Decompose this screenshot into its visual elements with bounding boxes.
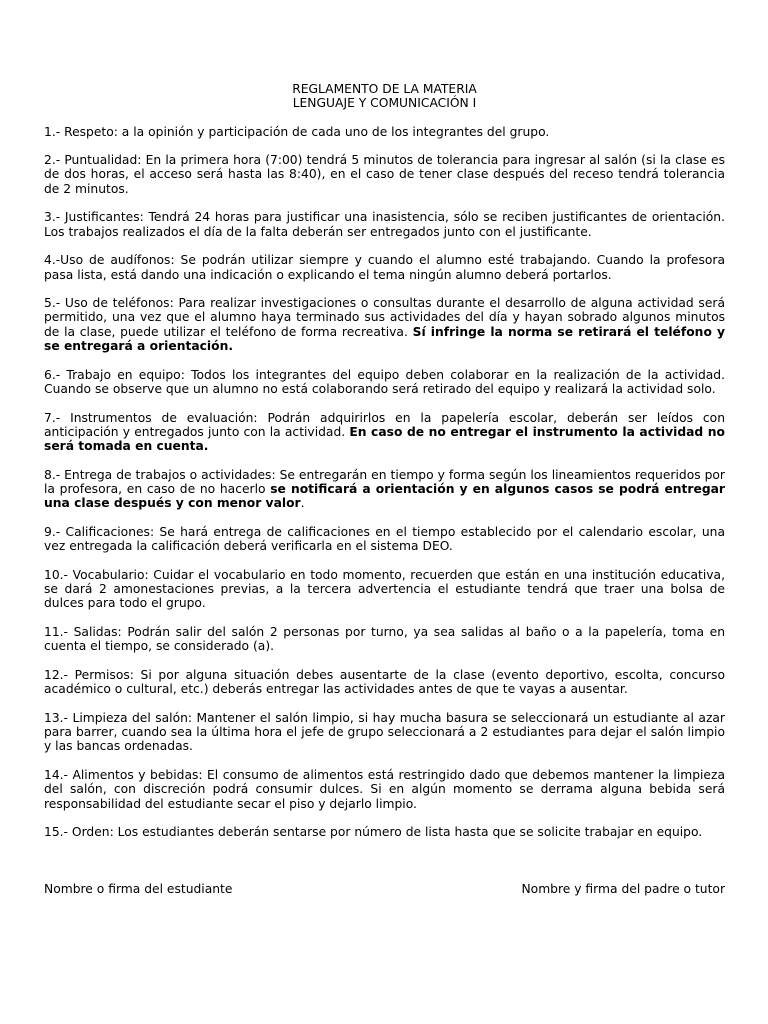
rule-text: 3.- Justificantes: Tendrá 24 horas para justificar una inasistencia, sólo se reciben justificantes de orientación. Los trabajos realizados el día de la falta deberán ser entregados junto con el justificante. xyxy=(44,210,725,239)
rule-paragraph xyxy=(44,253,725,282)
rules-list xyxy=(44,125,725,840)
title-line-2: LENGUAJE Y COMUNICACIÓN I xyxy=(292,96,477,111)
rule-paragraph xyxy=(44,210,725,239)
rule-paragraph xyxy=(44,825,725,839)
rule-paragraph xyxy=(44,296,725,353)
rule-paragraph xyxy=(44,668,725,697)
rule-paragraph xyxy=(44,711,725,754)
rule-paragraph xyxy=(44,525,725,554)
document-title xyxy=(44,82,725,111)
rule-text: 14.- Alimentos y bebidas: El consumo de alimentos está restringido dado que debemos mantener la limpieza del salón, con discreción podrá consumir dulces. Si en algún momento se derrama alguna bebida será responsabilidad del estudiante secar el piso y dejarlo limpio. xyxy=(44,767,725,811)
rule-text: 7.- Instrumentos de evaluación: Podrán adquirirlos en la papelería escolar, deberán ser leídos con anticipación y entregados junto con la actividad. xyxy=(44,410,725,439)
signature-area xyxy=(44,882,725,896)
rule-emphasis: En caso de no entregar el instrumento la actividad no será tomada en cuenta. xyxy=(44,424,725,454)
rule-text: 5.- Uso de teléfonos: Para realizar investigaciones o consultas durante el desarrollo de alguna actividad será permitido, una vez que el alumno haya terminado sus actividades del día y hayan sobrado algunos minutos de la clase, puede utilizar el teléfono de forma recreativa. xyxy=(44,296,725,339)
rule-paragraph xyxy=(44,468,725,511)
rule-text: 10.- Vocabulario: Cuidar el vocabulario en todo momento, recuerden que están en una institución educativa, se dará 2 amonestaciones previas, a la tercera advertencia el estudiante tendrá que traer una bolsa de dulces para todo el grupo. xyxy=(44,567,725,611)
rule-paragraph xyxy=(44,411,725,454)
rule-text: 15.- Orden: Los estudiantes deberán sentarse por número de lista hasta que se solicite trabajar en equipo. xyxy=(44,825,703,840)
rule-text: 8.- Entrega de trabajos o actividades: Se entregarán en tiempo y forma según los lineamientos requeridos por la profesora, en caso de no hacerlo xyxy=(44,467,725,497)
title-line-1: REGLAMENTO DE LA MATERIA xyxy=(292,82,477,96)
rule-text: 1.- Respeto: a la opinión y participación de cada uno de los integrantes del grupo. xyxy=(44,124,550,139)
document-page xyxy=(44,82,725,854)
rule-text: 12.- Permisos: Si por alguna situación debes ausentarte de la clase (evento deportivo, escolta, concurso académico o cultural, etc.) deberás entregar las actividades antes de que te vayas a ausentar. xyxy=(44,667,725,697)
rule-emphasis: se notificará a orientación y en algunos casos se podrá entregar una clase después y con menor valor xyxy=(44,482,725,511)
rule-text: 6.- Trabajo en equipo: Todos los integrantes del equipo deben colaborar en la realización de la actividad. Cuando se observe que un alumno no está colaborando será retirado del equipo y realizará la actividad solo. xyxy=(44,367,725,396)
rule-emphasis: Sí infringe la norma se retirará el teléfono y se entregará a orientación. xyxy=(44,324,725,354)
rule-paragraph xyxy=(44,568,725,611)
rule-paragraph xyxy=(44,768,725,811)
rule-text: . xyxy=(300,496,305,511)
parent-signature-label: Nombre y firma del padre o tutor xyxy=(521,882,725,896)
rule-text: 13.- Limpieza del salón: Mantener el salón limpio, si hay mucha basura se seleccionará un estudiante al azar para barrer, cuando sea la última hora el jefe de grupo seleccionará a 2 estudiantes para dejar el salón limpio y las bancas ordenadas. xyxy=(44,710,725,754)
student-signature-label: Nombre o firma del estudiante xyxy=(44,882,233,896)
rule-text: 4.-Uso de audífonos: Se podrán utilizar siempre y cuando el alumno esté trabajando. Cuando la profesora pasa lista, está dando una indicación o explicando el tema ningún alumno deberá portarlos. xyxy=(44,253,725,282)
rule-text: 11.- Salidas: Podrán salir del salón 2 personas por turno, ya sea salidas al baño o a la papelería, toma en cuenta el tiempo, se considerado (a). xyxy=(44,624,725,654)
rule-paragraph xyxy=(44,153,725,196)
rule-text: 9.- Calificaciones: Se hará entrega de calificaciones en el tiempo establecido por el calendario escolar, una vez entregada la calificación deberá verificarla en el sistema DEO. xyxy=(44,524,725,554)
rule-paragraph xyxy=(44,125,725,139)
rule-paragraph xyxy=(44,625,725,654)
rule-paragraph xyxy=(44,368,725,397)
rule-text: 2.- Puntualidad: En la primera hora (7:00) tendrá 5 minutos de tolerancia para ingresar al salón (si la clase es de dos horas, el acceso será hasta las 8:40), en el caso de tener clase después del receso tendrá tolerancia de 2 minutos. xyxy=(44,153,725,196)
